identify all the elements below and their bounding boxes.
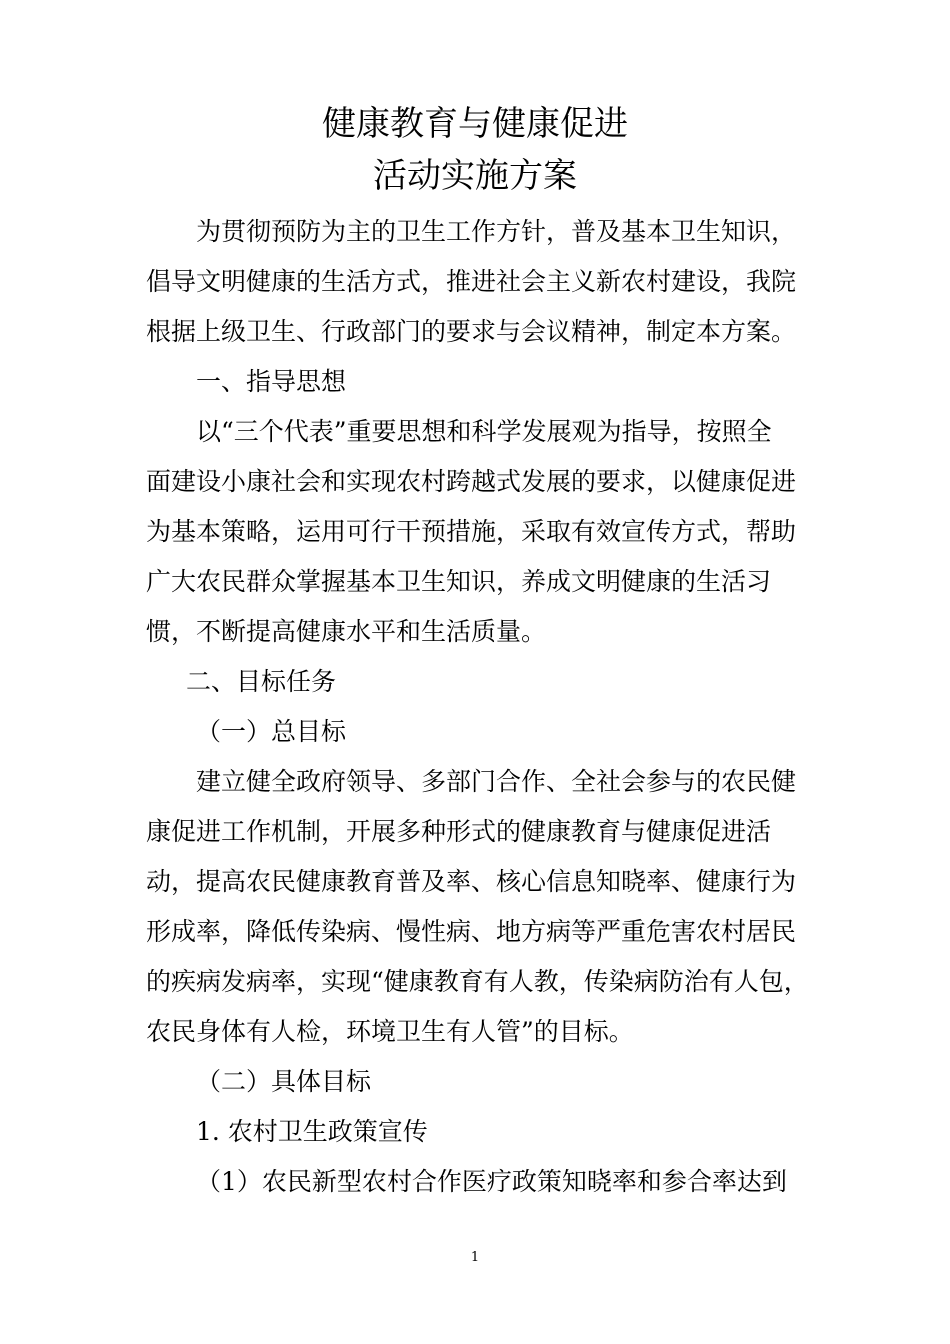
item-heading: 1. 农村卫生政策宣传 <box>196 1117 428 1146</box>
body-line: 以“三个代表”重要思想和科学发展观为指导，按照全 <box>196 417 772 446</box>
body-line: 康促进工作机制，开展多种形式的健康教育与健康促进活 <box>146 817 772 846</box>
subsection-heading: （一）总目标 <box>196 717 347 746</box>
body-line: 建立健全政府领导、多部门合作、全社会参与的农民健 <box>196 767 797 796</box>
document-title-line-1: 健康教育与健康促进 <box>322 104 628 144</box>
body-line: 根据上级卫生、行政部门的要求与会议精神，制定本方案。 <box>146 317 797 346</box>
page-number: 1 <box>470 1250 480 1265</box>
document-title-line-2: 活动实施方案 <box>373 156 577 196</box>
body-line: 形成率，降低传染病、慢性病、地方病等严重危害农村居民 <box>146 917 797 946</box>
section-heading: 一、指导思想 <box>196 367 347 396</box>
body-line: （1）农民新型农村合作医疗政策知晓率和参合率达到 <box>196 1167 787 1196</box>
body-line: 农民身体有人检，环境卫生有人管”的目标。 <box>146 1017 634 1046</box>
body-line: 为基本策略，运用可行干预措施，采取有效宣传方式，帮助 <box>146 517 797 546</box>
body-line: 的疾病发病率，实现“健康教育有人教，传染病防治有人包， <box>146 967 809 996</box>
body-line: 倡导文明健康的生活方式，推进社会主义新农村建设，我院 <box>146 267 797 296</box>
body-line: 惯，不断提高健康水平和生活质量。 <box>146 617 547 646</box>
body-line: 广大农民群众掌握基本卫生知识，养成文明健康的生活习 <box>146 567 772 596</box>
body-line: 为贯彻预防为主的卫生工作方针，普及基本卫生知识， <box>196 217 797 246</box>
body-line: 面建设小康社会和实现农村跨越式发展的要求，以健康促进 <box>146 467 797 496</box>
subsection-heading: （二）具体目标 <box>196 1067 372 1096</box>
section-heading: 二、目标任务 <box>186 667 337 696</box>
body-line: 动，提高农民健康教育普及率、核心信息知晓率、健康行为 <box>146 867 797 896</box>
